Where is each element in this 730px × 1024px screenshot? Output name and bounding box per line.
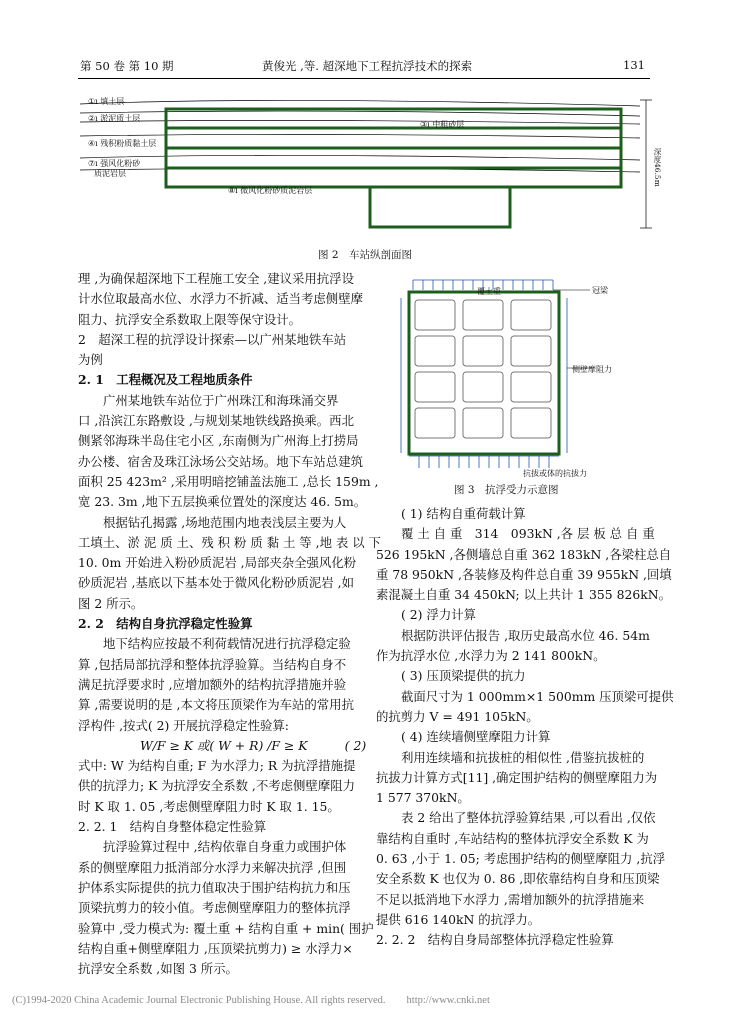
text-line: 安全系数 K 也仅为 0. 86 ,即依靠结构自身和压顶梁 [376,871,660,887]
text-line: 为例 [78,352,103,368]
layer-label-weathered-b: 质泥岩层 [94,169,126,178]
layer-label-sand: ③ı 中粗砂层 [420,120,465,129]
text-line: 工填土、淤 泥 质 土、残 积 粉 质 黏 土 等 ,地 表 以 下 [78,534,381,550]
text-line: 算 ,需要说明的是 ,本文将压顶梁作为车站的常用抗 [78,697,354,713]
text-line: 素混凝土自重 34 450kN; 以上共计 1 355 826kN。 [376,587,671,603]
depth-label: 深度46.5m [653,148,662,187]
text-line: 根据防洪评估报告 ,取历史最高水位 46. 54m [401,627,650,643]
text-line: 结构自重+侧壁摩阻力 ,压顶梁抗剪力) ≥ 水浮力× [78,940,353,956]
text-line: 面积 25 423m² ,采用明暗挖铺盖法施工 ,总长 159m , [78,473,379,489]
text-line: 利用连续墙和抗拔桩的相似性 ,借鉴抗拔桩的 [401,749,645,765]
text-line: 表 2 给出了整体抗浮验算结果 ,可以看出 ,仅依 [401,810,656,826]
text-line: 526 195kN ,各侧墙总自重 362 183kN ,各梁柱总自 [376,546,672,562]
text-line: 阻力、抗浮安全系数取上限等保守设计。 [78,311,302,327]
text-line: 算 ,包括局部抗浮和整体抗浮验算。当结构自身不 [78,656,347,672]
text-line: ( 4) 连续墙侧壁摩阻力计算 [401,729,551,745]
text-line: 广州某地铁车站位于广州珠江和海珠涌交界 [103,392,339,408]
running-title: 黄俊光 ,等. 超深地下工程抗浮技术的探索 [262,59,473,73]
text-line: 护体系实际提供的抗力值取决于围护结构抗力和压 [78,879,351,895]
layer-label-weathered-a: ⑦ı 强风化粉砂 [88,159,141,168]
layer-label-mudstone: ⑧ı 微风化粉砂质泥岩层 [228,186,313,195]
text-line: 顶梁抗剪力的较小值。考虑侧壁摩阻力的整体抗浮 [78,900,351,916]
left-column-text [78,269,381,979]
text-line: 覆 土 自 重 314 093kN ,各 层 板 总 自 重 [401,526,655,542]
figure-2-caption: 图 2 车站纵剖面图 [317,249,413,261]
text-line: ( 2) 浮力计算 [401,607,476,623]
text-line: 系的侧壁摩阻力抵消部分水浮力来解决抗浮 ,但围 [78,859,347,875]
text-line: ( 1) 结构自重荷载计算 [401,506,526,521]
text-line: 图 2 所示。 [78,595,144,611]
text-line: 供的抗浮力; K 为抗浮安全系数 ,不考虑侧壁摩阻力 [78,778,355,794]
copyright-footer: (C)1994-2020 China Academic Journal Electronic Publishing House. All rights reserved. http://www.cnki.net [12,995,490,1006]
text-line: 2. 1 工程概况及工程地质条件 [78,372,253,388]
pile-uplift-label: 抗拔或体的抗拔力 [523,469,587,478]
journal-volume: 第 50 卷 第 10 期 [80,59,174,73]
text-line: 重 78 950kN ,各装修及构件总自重 39 955kN ,回填 [376,566,672,582]
side-friction-label: 侧壁摩阻力 [572,365,612,374]
text-line: 2. 2. 1 结构自身整体稳定性验算 [78,819,267,835]
text-line: 作为抗浮水位 ,水浮力为 2 141 800kN。 [376,648,606,664]
text-line: 提供 616 140kN 的抗浮力。 [376,911,541,927]
text-line: 不足以抵消地下水浮力 ,需增加额外的抗浮措施来 [376,891,645,907]
text-line: 1 577 370kN。 [376,790,470,806]
layer-label-fill: ①ı 填土层 [88,97,125,106]
figure-2 [80,88,660,238]
text-line: 办公楼、宿舍及珠江泳场公交站场。地下车站总建筑 [78,453,363,469]
figure-3 [395,278,650,478]
text-line: W/F ≥ K 或( W + R) /F ≥ K ( 2) [140,737,367,753]
text-line: 抗浮安全系数 ,如图 3 所示。 [78,961,238,977]
text-line: 验算中 ,受力模式为: 覆土重 + 结构自重 + min( 围护 [78,920,374,936]
text-line: 0. 63 ,小于 1. 05; 考虑围护结构的侧壁摩阻力 ,抗浮 [376,851,666,867]
text-line: 2. 2. 2 结构自身局部整体抗浮稳定性验算 [376,932,614,948]
text-line: 地下结构应按最不利荷载情况进行抗浮稳定验 [103,636,351,652]
text-line: 计水位取最高水位、水浮力不折减、适当考虑侧壁摩 [78,291,363,307]
header-rule [78,78,650,79]
text-line: 式中: W 为结构自重; F 为水浮力; R 为抗浮措施提 [78,758,356,774]
text-line: 靠结构自重时 ,车站结构的整体抗浮安全系数 K 为 [376,830,649,846]
text-line: 砂质泥岩 ,基底以下基本处于微风化粉砂质泥岩 ,如 [78,575,354,591]
crown-beam-label: 冠梁 [592,286,608,295]
text-line: 理 ,为确保超深地下工程施工安全 ,建议采用抗浮设 [78,271,354,286]
text-line: 根据钻孔揭露 ,场地范围内地表浅层主要为人 [103,514,347,530]
text-line: 侧紧邻海珠半岛住宅小区 ,东南侧为广州海上打捞局 [78,433,359,449]
figure-3-caption: 图 3 抗浮受力示意图 [454,484,559,496]
buoyancy-force-diagram [395,278,650,478]
layer-label-clay: ④ı 残积粉质黏土层 [88,139,157,148]
layer-label-silt: ②ı 淤泥质土层 [88,114,141,123]
text-line: 浮构件 ,按式( 2) 开展抗浮稳定性验算: [78,717,289,733]
right-column-text [376,504,674,951]
text-line: 口 ,沿滨江东路敷设 ,与规划某地铁线路换乘。西北 [78,413,354,429]
text-line: ( 3) 压顶梁提供的抗力 [401,668,526,684]
text-line: 时 K 取 1. 05 ,考虑侧壁摩阻力时 K 取 1. 15。 [78,798,340,814]
station-section-diagram [80,88,660,238]
text-line: 的抗剪力 V = 491 105kN。 [376,708,539,724]
overburden-label: 覆土重 [477,287,501,296]
text-line: 2. 2 结构自身抗浮稳定性验算 [78,616,253,632]
page-number: 131 [623,58,645,72]
text-line: 抗拔力计算方式[11] ,确定围护结构的侧壁摩阻力为 [376,769,658,785]
text-line: 2 超深工程的抗浮设计探索—以广州某地铁车站 [78,331,347,347]
text-line: 抗浮验算过程中 ,结构依靠自身重力或围护体 [103,839,347,855]
text-line: 宽 23. 3m ,地下五层换乘位置处的深度达 46. 5m。 [78,494,367,510]
text-line: 满足抗浮要求时 ,应增加额外的结构抗浮措施并验 [78,676,347,692]
text-line: 10. 0m 开始进入粉砂质泥岩 ,局部夹杂全强风化粉 [78,555,357,571]
text-line: 截面尺寸为 1 000mm×1 500mm 压顶梁可提供 [401,688,674,704]
